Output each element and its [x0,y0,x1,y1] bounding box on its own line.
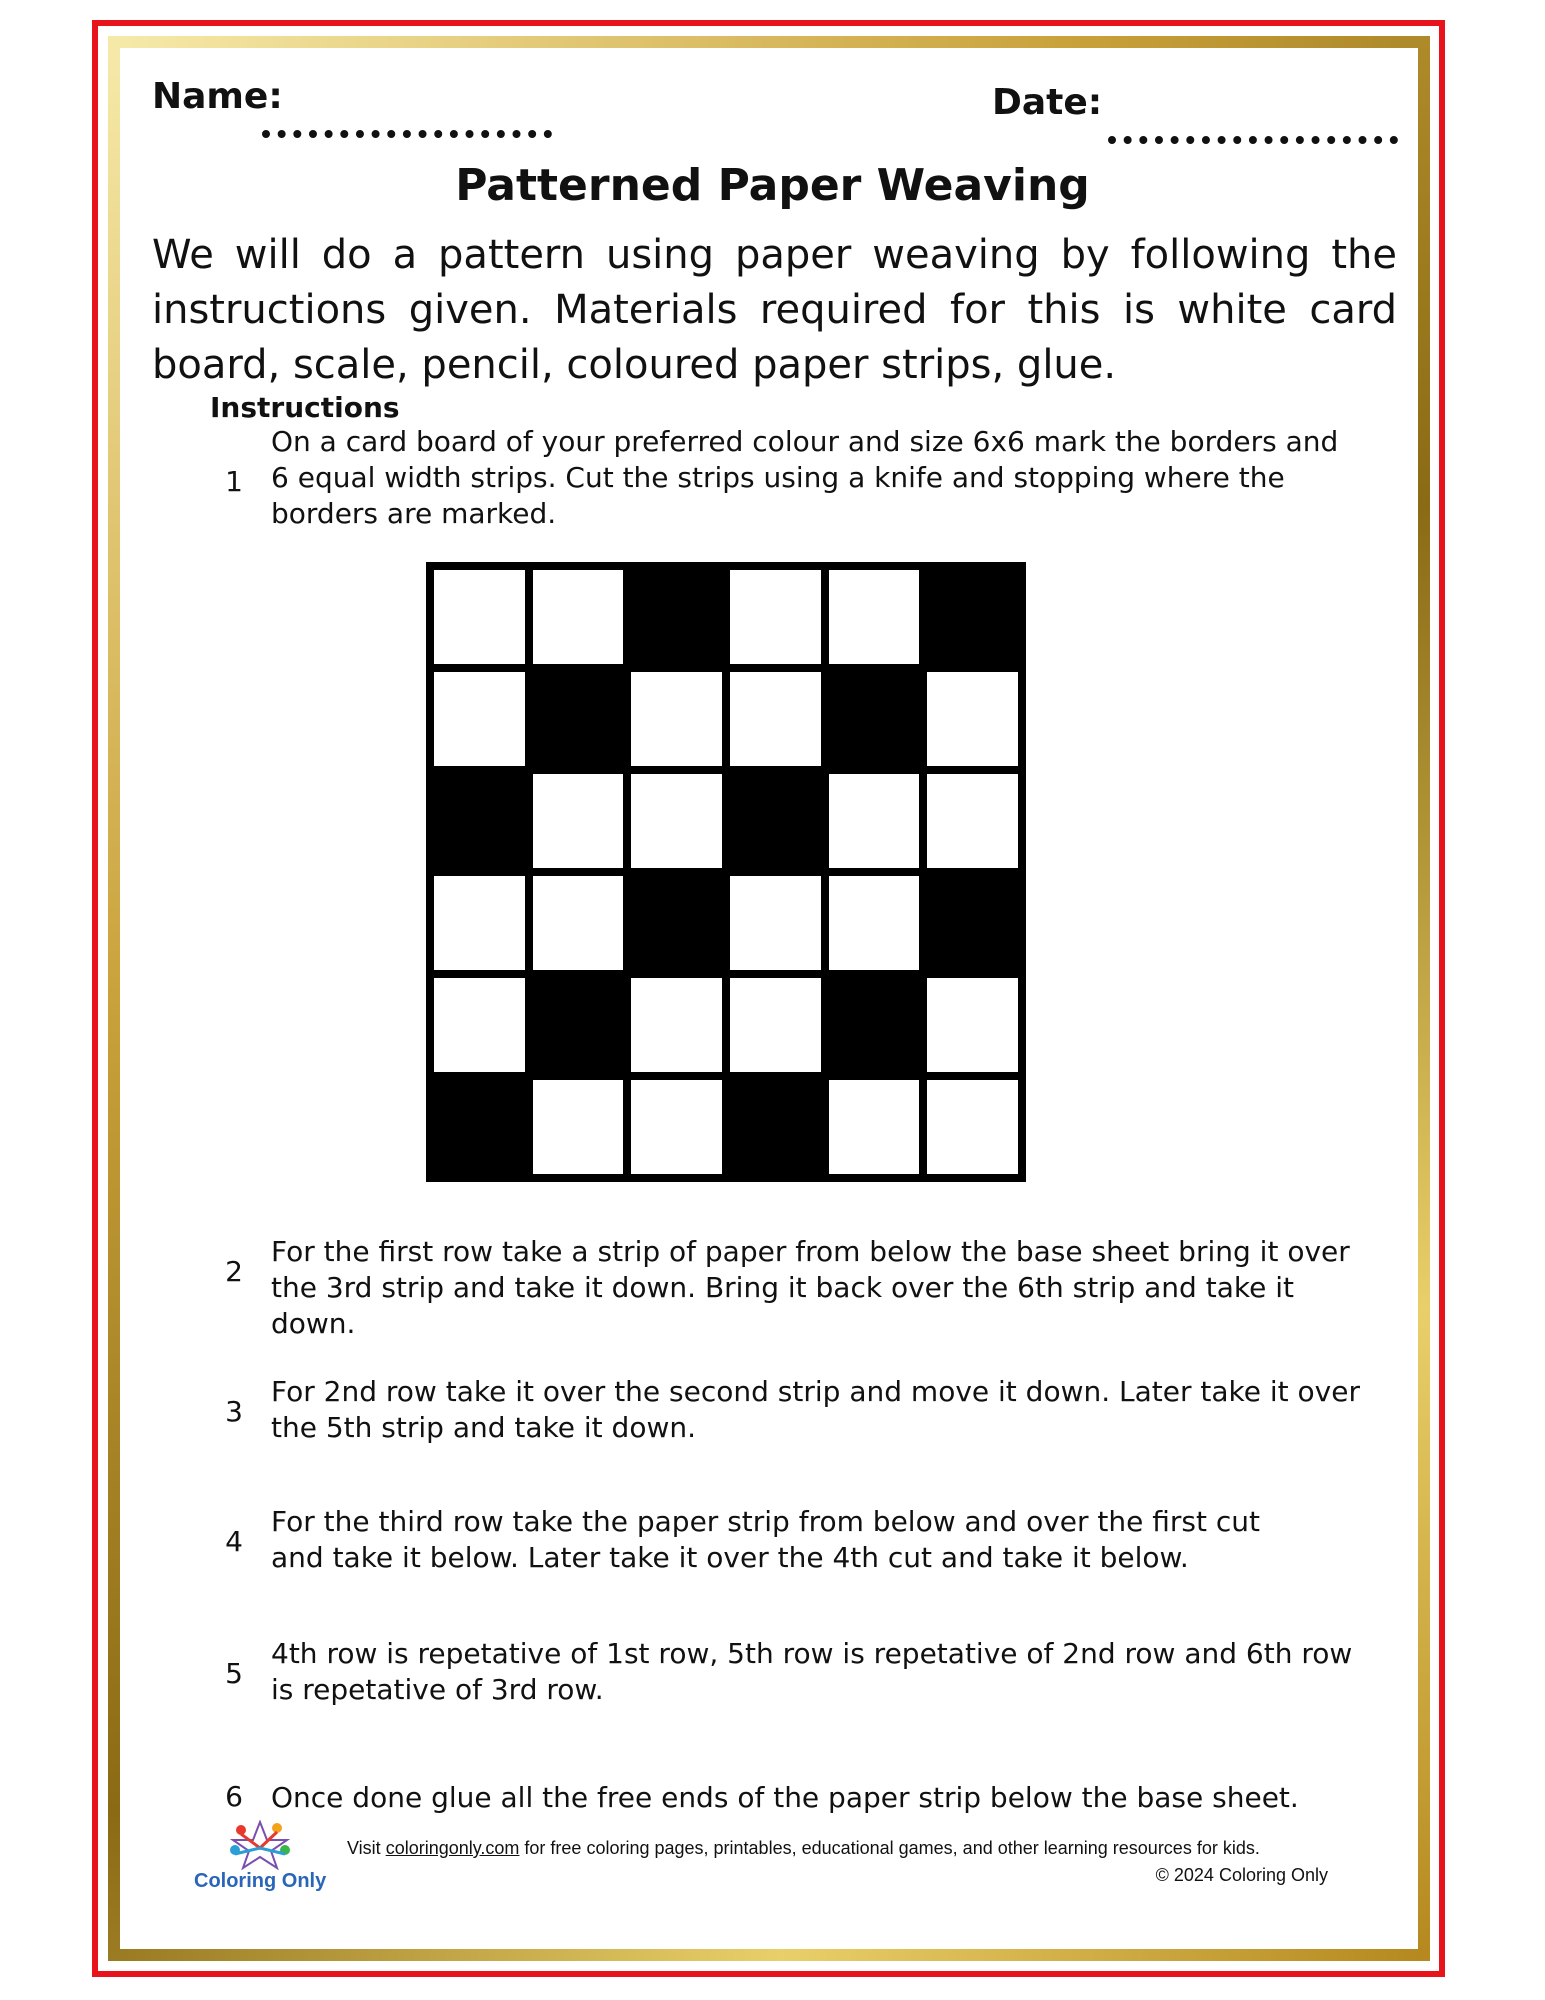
intro-paragraph: We will do a pattern using paper weaving by following the instructions given. Materials required for this is white card board, scale, pencil, coloured paper strips, glue. [152,232,1397,388]
grid-cell-r4-c2 [533,876,624,970]
grid-cell-r4-c5 [829,876,920,970]
grid-cell-r5-c2 [533,978,624,1072]
step-number-6: 6 [225,1780,243,1813]
grid-cell-r1-c6 [927,570,1018,664]
grid-cell-r3-c1 [434,774,525,868]
step-number-2: 2 [225,1255,243,1288]
grid-cell-r2-c5 [829,672,920,766]
date-field-line[interactable] [1108,136,1398,144]
grid-cell-r6-c4 [730,1080,821,1174]
grid-cell-r6-c5 [829,1080,920,1174]
footer-visit-suffix: for free coloring pages, printables, educational games, and other learning resources for kids. [519,1838,1260,1858]
grid-cell-r1-c1 [434,570,525,664]
step-text-4: For the third row take the paper strip from below and over the first cut and take it below. Later take it over the 4th cut and take it below. [271,1505,1261,1574]
step-text-1: On a card board of your preferred colour and size 6x6 mark the borders and 6 equal width strips. Cut the strips using a knife and stopping where the borders are marked. [271,425,1339,530]
grid-cell-r2-c3 [631,672,722,766]
grid-cell-r2-c1 [434,672,525,766]
grid-cell-r3-c2 [533,774,624,868]
grid-cell-r5-c1 [434,978,525,1072]
grid-cell-r5-c3 [631,978,722,1072]
grid-cell-r6-c6 [927,1080,1018,1174]
grid-cell-r4-c1 [434,876,525,970]
coloring-only-logo-icon [215,1820,305,1870]
step-text-3: For 2nd row take it over the second strip and move it down. Later take it over the 5th strip and take it down. [271,1375,1360,1444]
footer-visit-line [347,1838,1260,1859]
grid-cell-r6-c3 [631,1080,722,1174]
grid-cell-r4-c6 [927,876,1018,970]
logo-text: Coloring Only [194,1870,327,1892]
step-text-5: 4th row is repetative of 1st row, 5th row is repetative of 2nd row and 6th row is repetative of 3rd row. [271,1637,1353,1706]
grid-cell-r3-c5 [829,774,920,868]
grid-cell-r1-c3 [631,570,722,664]
grid-cell-r3-c4 [730,774,821,868]
step-number-4: 4 [225,1525,243,1558]
name-field-line[interactable] [262,130,552,138]
grid-cell-r1-c5 [829,570,920,664]
grid-cell-r6-c1 [434,1080,525,1174]
step-number-3: 3 [225,1395,243,1428]
grid-cell-r5-c6 [927,978,1018,1072]
step-text-6: Once done glue all the free ends of the paper strip below the base sheet. [271,1781,1299,1814]
step-number-1: 1 [225,465,243,498]
grid-cell-r2-c2 [533,672,624,766]
grid-cell-r6-c2 [533,1080,624,1174]
grid-cell-r4-c4 [730,876,821,970]
step-number-5: 5 [225,1657,243,1690]
grid-cell-r1-c4 [730,570,821,664]
footer-visit-prefix: Visit [347,1838,386,1858]
grid-cell-r3-c6 [927,774,1018,868]
weaving-pattern-grid [426,562,1026,1182]
step-text-2: For the first row take a strip of paper from below the base sheet bring it over the 3rd strip and take it down. Bring it back over the 6th strip and take it down. [271,1235,1350,1340]
coloringonly-link[interactable]: coloringonly.com [385,1838,520,1858]
grid-cell-r2-c4 [730,672,821,766]
date-label: Date: [992,82,1103,123]
name-label: Name: [152,76,283,117]
footer-copyright: © 2024 Coloring Only [1155,1865,1328,1885]
page-title: Patterned Paper Weaving [455,160,1090,211]
grid-cell-r4-c3 [631,876,722,970]
grid-cell-r5-c5 [829,978,920,1072]
instructions-heading: Instructions [210,391,400,424]
grid-cell-r3-c3 [631,774,722,868]
grid-cell-r5-c4 [730,978,821,1072]
grid-cell-r2-c6 [927,672,1018,766]
grid-cell-r1-c2 [533,570,624,664]
